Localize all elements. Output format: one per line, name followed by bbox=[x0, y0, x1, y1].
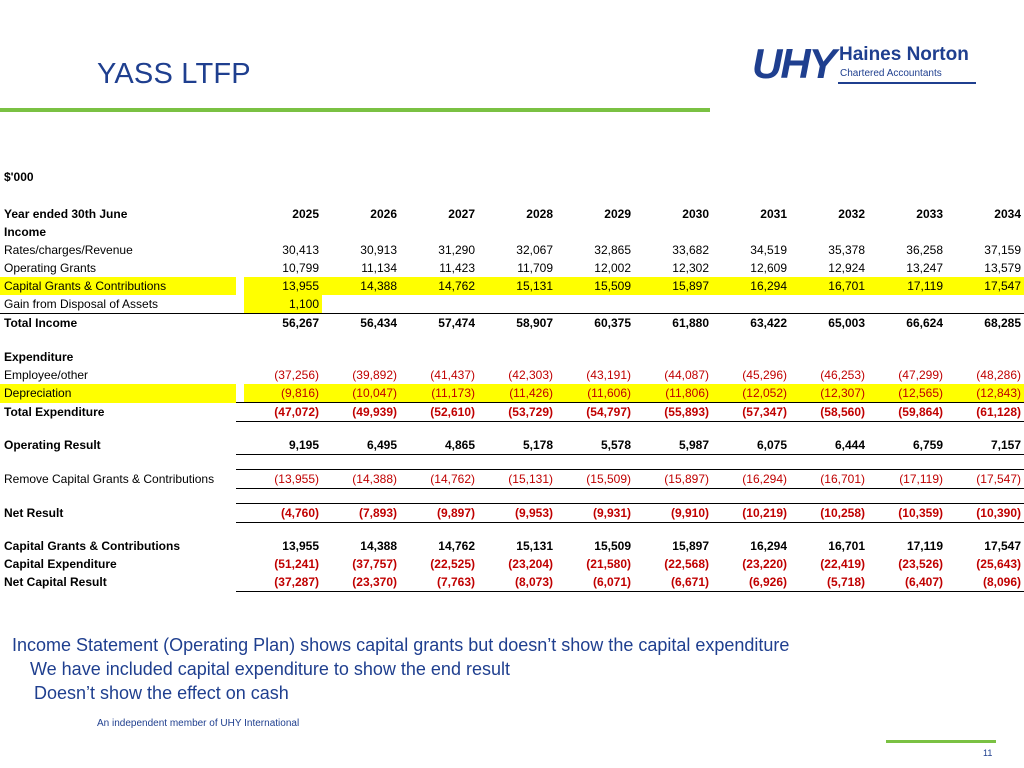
note-line: Income Statement (Operating Plan) shows capital grants but doesn’t show the capital expenditure bbox=[12, 635, 790, 655]
value-cell: (57,347) bbox=[712, 403, 790, 422]
value-cell: 16,701 bbox=[828, 539, 865, 553]
value-cell: 5,178 bbox=[478, 436, 556, 455]
year-header: 2030 bbox=[682, 207, 709, 221]
year-header: 2026 bbox=[370, 207, 397, 221]
table-header-row bbox=[0, 205, 1024, 223]
ltfp-table bbox=[0, 205, 1024, 592]
section-heading: Income bbox=[4, 225, 47, 239]
value-cell: (6,926) bbox=[712, 573, 790, 592]
page-title: YASS LTFP bbox=[97, 58, 251, 90]
value-cell: (55,893) bbox=[634, 403, 712, 422]
value-cell: 36,258 bbox=[906, 243, 943, 257]
value-cell: (9,910) bbox=[634, 504, 712, 523]
year-header: 2032 bbox=[838, 207, 865, 221]
value-cell: 35,378 bbox=[828, 243, 865, 257]
empty-cell bbox=[400, 295, 478, 314]
value-cell: (13,955) bbox=[244, 470, 322, 489]
table-row bbox=[0, 259, 1024, 277]
row-label: Remove Capital Grants & Contributions bbox=[4, 472, 215, 486]
value-cell: 15,509 bbox=[556, 277, 634, 295]
section-heading: Expenditure bbox=[4, 350, 74, 364]
logo-name: Haines Norton bbox=[839, 44, 969, 65]
year-header: 2027 bbox=[448, 207, 475, 221]
value-cell: 15,131 bbox=[478, 277, 556, 295]
value-cell: (11,426) bbox=[478, 384, 556, 403]
value-cell: 1,100 bbox=[244, 295, 322, 314]
value-cell: 13,579 bbox=[984, 261, 1021, 275]
value-cell: (17,119) bbox=[868, 470, 946, 489]
value-cell: 61,880 bbox=[634, 314, 712, 333]
spacer-row bbox=[0, 455, 1024, 470]
value-cell: 57,474 bbox=[400, 314, 478, 333]
value-cell: 5,987 bbox=[634, 436, 712, 455]
row-label: Gain from Disposal of Assets bbox=[0, 295, 236, 314]
value-cell: 32,067 bbox=[516, 243, 553, 257]
value-cell: 30,913 bbox=[360, 243, 397, 257]
value-cell: (11,806) bbox=[634, 384, 712, 403]
value-cell: (41,437) bbox=[430, 368, 475, 382]
notes bbox=[12, 633, 789, 705]
value-cell: 56,267 bbox=[244, 314, 322, 333]
logo-subtitle: Chartered Accountants bbox=[840, 68, 942, 79]
value-cell: (15,509) bbox=[556, 470, 634, 489]
row-label: Depreciation bbox=[0, 384, 236, 403]
table-row bbox=[0, 403, 1024, 422]
value-cell: 34,519 bbox=[750, 243, 787, 257]
value-cell: 11,134 bbox=[361, 261, 397, 275]
table-row bbox=[0, 366, 1024, 384]
value-cell: (17,547) bbox=[946, 470, 1024, 489]
empty-cell bbox=[868, 295, 946, 314]
value-cell: 6,444 bbox=[790, 436, 868, 455]
value-cell: 33,682 bbox=[672, 243, 709, 257]
value-cell: (45,296) bbox=[742, 368, 787, 382]
value-cell: 15,897 bbox=[634, 277, 712, 295]
empty-cell bbox=[322, 295, 400, 314]
value-cell: 10,799 bbox=[282, 261, 319, 275]
value-cell: (42,303) bbox=[508, 368, 553, 382]
page-number: 11 bbox=[983, 748, 993, 758]
value-cell: 13,247 bbox=[906, 261, 943, 275]
row-label: Year ended 30th June bbox=[4, 207, 128, 221]
value-cell: (48,286) bbox=[976, 368, 1021, 382]
value-cell: 11,709 bbox=[517, 261, 553, 275]
value-cell: (37,256) bbox=[274, 368, 319, 382]
value-cell: 15,897 bbox=[672, 539, 709, 553]
value-cell: 15,509 bbox=[594, 539, 631, 553]
value-cell: 14,762 bbox=[400, 277, 478, 295]
value-cell: (12,307) bbox=[790, 384, 868, 403]
value-cell: (9,953) bbox=[478, 504, 556, 523]
value-cell: 32,865 bbox=[594, 243, 631, 257]
row-label: Capital Grants & Contributions bbox=[4, 539, 181, 553]
value-cell: (10,359) bbox=[868, 504, 946, 523]
note-line: We have included capital expenditure to show the end result bbox=[30, 659, 510, 679]
value-cell: (21,580) bbox=[586, 557, 631, 571]
value-cell: 6,495 bbox=[322, 436, 400, 455]
year-header: 2031 bbox=[760, 207, 787, 221]
value-cell: 17,119 bbox=[906, 539, 943, 553]
empty-cell bbox=[790, 295, 868, 314]
value-cell: (61,128) bbox=[946, 403, 1024, 422]
value-cell: (25,643) bbox=[976, 557, 1021, 571]
value-cell: (6,071) bbox=[556, 573, 634, 592]
table-row bbox=[0, 295, 1024, 314]
row-label: Capital Grants & Contributions bbox=[0, 277, 236, 295]
footer-member-text: An independent member of UHY International bbox=[97, 718, 300, 729]
value-cell: (59,864) bbox=[868, 403, 946, 422]
footer-divider bbox=[886, 740, 996, 743]
value-cell: 7,157 bbox=[946, 436, 1024, 455]
table-row bbox=[0, 436, 1024, 455]
value-cell: (22,525) bbox=[430, 557, 475, 571]
table-row bbox=[0, 573, 1024, 592]
value-cell: (11,173) bbox=[400, 384, 478, 403]
year-header: 2034 bbox=[994, 207, 1021, 221]
value-cell: 16,701 bbox=[790, 277, 868, 295]
value-cell: 6,759 bbox=[868, 436, 946, 455]
empty-cell bbox=[946, 295, 1024, 314]
value-cell: (53,729) bbox=[478, 403, 556, 422]
value-cell: (54,797) bbox=[556, 403, 634, 422]
value-cell: (49,939) bbox=[322, 403, 400, 422]
table-row bbox=[0, 470, 1024, 489]
table-row bbox=[0, 384, 1024, 403]
value-cell: 30,413 bbox=[282, 243, 319, 257]
year-header: 2025 bbox=[292, 207, 319, 221]
value-cell: 6,075 bbox=[712, 436, 790, 455]
value-cell: 12,609 bbox=[750, 261, 787, 275]
row-label: Net Result bbox=[4, 506, 64, 520]
value-cell: (44,087) bbox=[664, 368, 709, 382]
value-cell: 17,547 bbox=[946, 277, 1024, 295]
value-cell: (7,893) bbox=[322, 504, 400, 523]
table-row bbox=[0, 537, 1024, 555]
table-row bbox=[0, 504, 1024, 523]
value-cell: 5,578 bbox=[556, 436, 634, 455]
year-header: 2029 bbox=[604, 207, 631, 221]
value-cell: (10,219) bbox=[712, 504, 790, 523]
spacer-row bbox=[0, 523, 1024, 538]
value-cell: 65,003 bbox=[790, 314, 868, 333]
value-cell: 15,131 bbox=[516, 539, 553, 553]
table-row bbox=[0, 555, 1024, 573]
spacer-row bbox=[0, 422, 1024, 437]
value-cell: (10,390) bbox=[946, 504, 1024, 523]
value-cell: (6,407) bbox=[868, 573, 946, 592]
table-row bbox=[0, 241, 1024, 259]
value-cell: 16,294 bbox=[712, 277, 790, 295]
value-cell: 11,423 bbox=[439, 261, 475, 275]
logo-mark: UHY bbox=[752, 40, 835, 87]
value-cell: (15,897) bbox=[634, 470, 712, 489]
empty-cell bbox=[634, 295, 712, 314]
value-cell: (10,258) bbox=[790, 504, 868, 523]
value-cell: 56,434 bbox=[322, 314, 400, 333]
logo-underline bbox=[838, 82, 976, 84]
empty-cell bbox=[478, 295, 556, 314]
value-cell: (22,568) bbox=[664, 557, 709, 571]
value-cell: (16,701) bbox=[790, 470, 868, 489]
value-cell: (14,388) bbox=[322, 470, 400, 489]
value-cell: (11,606) bbox=[556, 384, 634, 403]
value-cell: 17,547 bbox=[984, 539, 1021, 553]
value-cell: (47,072) bbox=[244, 403, 322, 422]
unit-label: $'000 bbox=[4, 170, 34, 184]
value-cell: 16,294 bbox=[750, 539, 787, 553]
value-cell: (14,762) bbox=[400, 470, 478, 489]
value-cell: (51,241) bbox=[274, 557, 319, 571]
value-cell: (12,052) bbox=[712, 384, 790, 403]
value-cell: 4,865 bbox=[400, 436, 478, 455]
value-cell: (15,131) bbox=[478, 470, 556, 489]
value-cell: 14,388 bbox=[360, 539, 397, 553]
year-header: 2028 bbox=[526, 207, 553, 221]
value-cell: (5,718) bbox=[790, 573, 868, 592]
value-cell: (46,253) bbox=[820, 368, 865, 382]
row-label: Net Capital Result bbox=[4, 575, 107, 590]
row-label: Employee/other bbox=[4, 368, 89, 382]
value-cell: 12,002 bbox=[594, 261, 631, 275]
value-cell: (8,096) bbox=[946, 573, 1024, 592]
value-cell: (37,757) bbox=[352, 557, 397, 571]
table-row bbox=[0, 314, 1024, 333]
value-cell: (9,931) bbox=[556, 504, 634, 523]
note-line: Doesn’t show the effect on cash bbox=[34, 683, 289, 703]
row-label: Operating Grants bbox=[4, 261, 97, 275]
value-cell: 14,388 bbox=[322, 277, 400, 295]
value-cell: (23,220) bbox=[742, 557, 787, 571]
value-cell: (12,565) bbox=[868, 384, 946, 403]
value-cell: (9,897) bbox=[400, 504, 478, 523]
value-cell: (39,892) bbox=[352, 368, 397, 382]
value-cell: (16,294) bbox=[712, 470, 790, 489]
value-cell: 66,624 bbox=[868, 314, 946, 333]
row-label: Operating Result bbox=[4, 438, 101, 453]
value-cell: 13,955 bbox=[244, 277, 322, 295]
value-cell: (10,047) bbox=[322, 384, 400, 403]
value-cell: 14,762 bbox=[438, 539, 475, 553]
empty-cell bbox=[712, 295, 790, 314]
value-cell: (47,299) bbox=[898, 368, 943, 382]
value-cell: (9,816) bbox=[244, 384, 322, 403]
row-label: Capital Expenditure bbox=[4, 557, 117, 571]
value-cell: 37,159 bbox=[984, 243, 1021, 257]
row-label: Total Income bbox=[4, 316, 78, 330]
value-cell: 31,290 bbox=[438, 243, 475, 257]
value-cell: 9,195 bbox=[244, 436, 322, 455]
value-cell: (22,419) bbox=[820, 557, 865, 571]
value-cell: 12,302 bbox=[672, 261, 709, 275]
value-cell: (37,287) bbox=[244, 573, 322, 592]
section-heading-row bbox=[0, 223, 1024, 241]
row-label: Total Expenditure bbox=[4, 405, 105, 419]
spacer-row bbox=[0, 332, 1024, 348]
value-cell: (23,526) bbox=[898, 557, 943, 571]
value-cell: 17,119 bbox=[868, 277, 946, 295]
value-cell: 58,907 bbox=[478, 314, 556, 333]
value-cell: (6,671) bbox=[634, 573, 712, 592]
section-heading-row bbox=[0, 348, 1024, 366]
table-row bbox=[0, 277, 1024, 295]
value-cell: (8,073) bbox=[478, 573, 556, 592]
value-cell: (23,370) bbox=[322, 573, 400, 592]
value-cell: (7,763) bbox=[400, 573, 478, 592]
value-cell: 12,924 bbox=[828, 261, 865, 275]
empty-cell bbox=[556, 295, 634, 314]
value-cell: (43,191) bbox=[586, 368, 631, 382]
value-cell: 13,955 bbox=[282, 539, 319, 553]
title-divider bbox=[0, 108, 710, 112]
value-cell: 68,285 bbox=[946, 314, 1024, 333]
row-label: Rates/charges/Revenue bbox=[4, 243, 133, 257]
value-cell: (4,760) bbox=[244, 504, 322, 523]
uhy-logo bbox=[752, 40, 982, 98]
value-cell: (58,560) bbox=[790, 403, 868, 422]
value-cell: (23,204) bbox=[508, 557, 553, 571]
value-cell: 63,422 bbox=[712, 314, 790, 333]
year-header: 2033 bbox=[916, 207, 943, 221]
spacer-row bbox=[0, 489, 1024, 504]
value-cell: 60,375 bbox=[556, 314, 634, 333]
value-cell: (12,843) bbox=[946, 384, 1024, 403]
value-cell: (52,610) bbox=[400, 403, 478, 422]
